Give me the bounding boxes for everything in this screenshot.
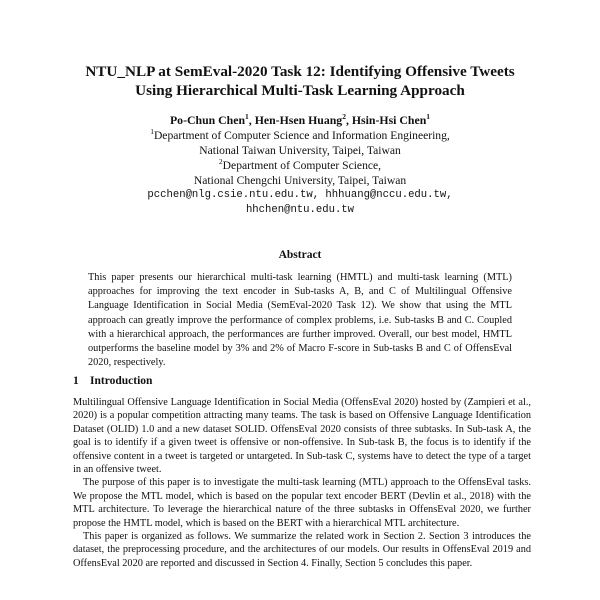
author-affiliation-mark: 2 (342, 112, 346, 122)
affiliation-line: Department of Computer Science and Information Engineering, (153, 129, 450, 142)
author-separator: , (345, 113, 352, 127)
affiliation-2 (40, 158, 560, 173)
author-affiliation-mark: 1 (245, 112, 249, 122)
affiliation-mark: 2 (218, 157, 223, 167)
affiliation-1-location: National Taiwan University, Taipei, Taiwan (199, 144, 401, 157)
author-separator: , (248, 113, 255, 127)
abstract-heading: Abstract (278, 249, 322, 261)
author-affiliation-mark: 1 (426, 112, 431, 122)
author-name: Hen-Hsen Huang (254, 113, 343, 127)
affiliation-2-location: National Chengchi University, Taipei, Taiwan (193, 174, 407, 187)
section-number: 1 (73, 375, 79, 387)
introduction-body (73, 396, 531, 570)
section-title: Introduction (90, 375, 153, 387)
email-line-1: pcchen@nlg.csie.ntu.edu.tw, hhhuang@nccu.edu.tw, (147, 189, 453, 201)
paper-title (40, 62, 560, 100)
affiliation-line: Department of Computer Science, (222, 159, 382, 172)
author-list (40, 113, 560, 127)
title-line-1: NTU_NLP at SemEval-2020 Task 12: Identifying Offensive Tweets (85, 63, 515, 80)
affiliation-mark: 1 (150, 127, 154, 137)
abstract-text: This paper presents our hierarchical multi-task learning (HMTL) and multi-task learning (MTL) approaches for improving the text encoder in Sub-tasks A, B, and C of Multilingual Offensive Language Identification in Social Media (SemEval-2020 Task 12). We show that using the MTL approach can greatly improve the performance of complex problems, i.e. Sub-tasks B and C. Coupled with a hierarchical approach, the performances are further improved. Overall, our best model, HMTL outperforms the baseline model by 3% and 2% of Macro F-score in Sub-tasks B and C of OffensEval 2020, respectively. (88, 272, 512, 369)
affiliation-1 (40, 128, 560, 143)
email-line-2: hhchen@ntu.edu.tw (245, 204, 355, 216)
author-name: Hsin-Hsi Chen (351, 113, 427, 127)
paragraph: The purpose of this paper is to investigate the multi-task learning (MTL) approach to the OffensEval tasks. We propose the MTL model, which is based on the popular text encoder BERT (Devlin et al., 2018) with the MTL architecture. To leverage the hierarchical nature of the three subtasks in OffensEval 2020, we further propose the HMTL model, which is based on the BERT with a hierarchical MTL architecture. (73, 477, 531, 529)
paragraph: This paper is organized as follows. We summarize the related work in Section 2. Section 3 introduces the dataset, the preprocessing procedure, and the architectures of our models. Our results in OffensEval 2019 and OffensEval 2020 are reported and discussed in Section 4. Finally, Section 5 concludes this paper. (73, 531, 531, 569)
title-line-2: Using Hierarchical Multi-Task Learning Approach (135, 82, 465, 99)
paragraph: Multilingual Offensive Language Identification in Social Media (OffensEval 2020) hosted by (Zampieri et al., 2020) is a popular competition attracting many teams. The task is based on Offensive Language Identification Dataset (OLID) 1.0 and a new dataset SOLID. OffensEval 2020 consists of three subtasks. In Sub-task A, the goal is to identify if a given tweet is offensive or non-offensive. In Sub-task B, the focus is to identify if the offensive content in a tweet is targeted or untargeted. In Sub-task C, systems have to detect the type of a target in an offensive tweet. (73, 397, 531, 476)
section-heading (73, 375, 152, 387)
author-name: Po-Chun Chen (169, 113, 246, 127)
